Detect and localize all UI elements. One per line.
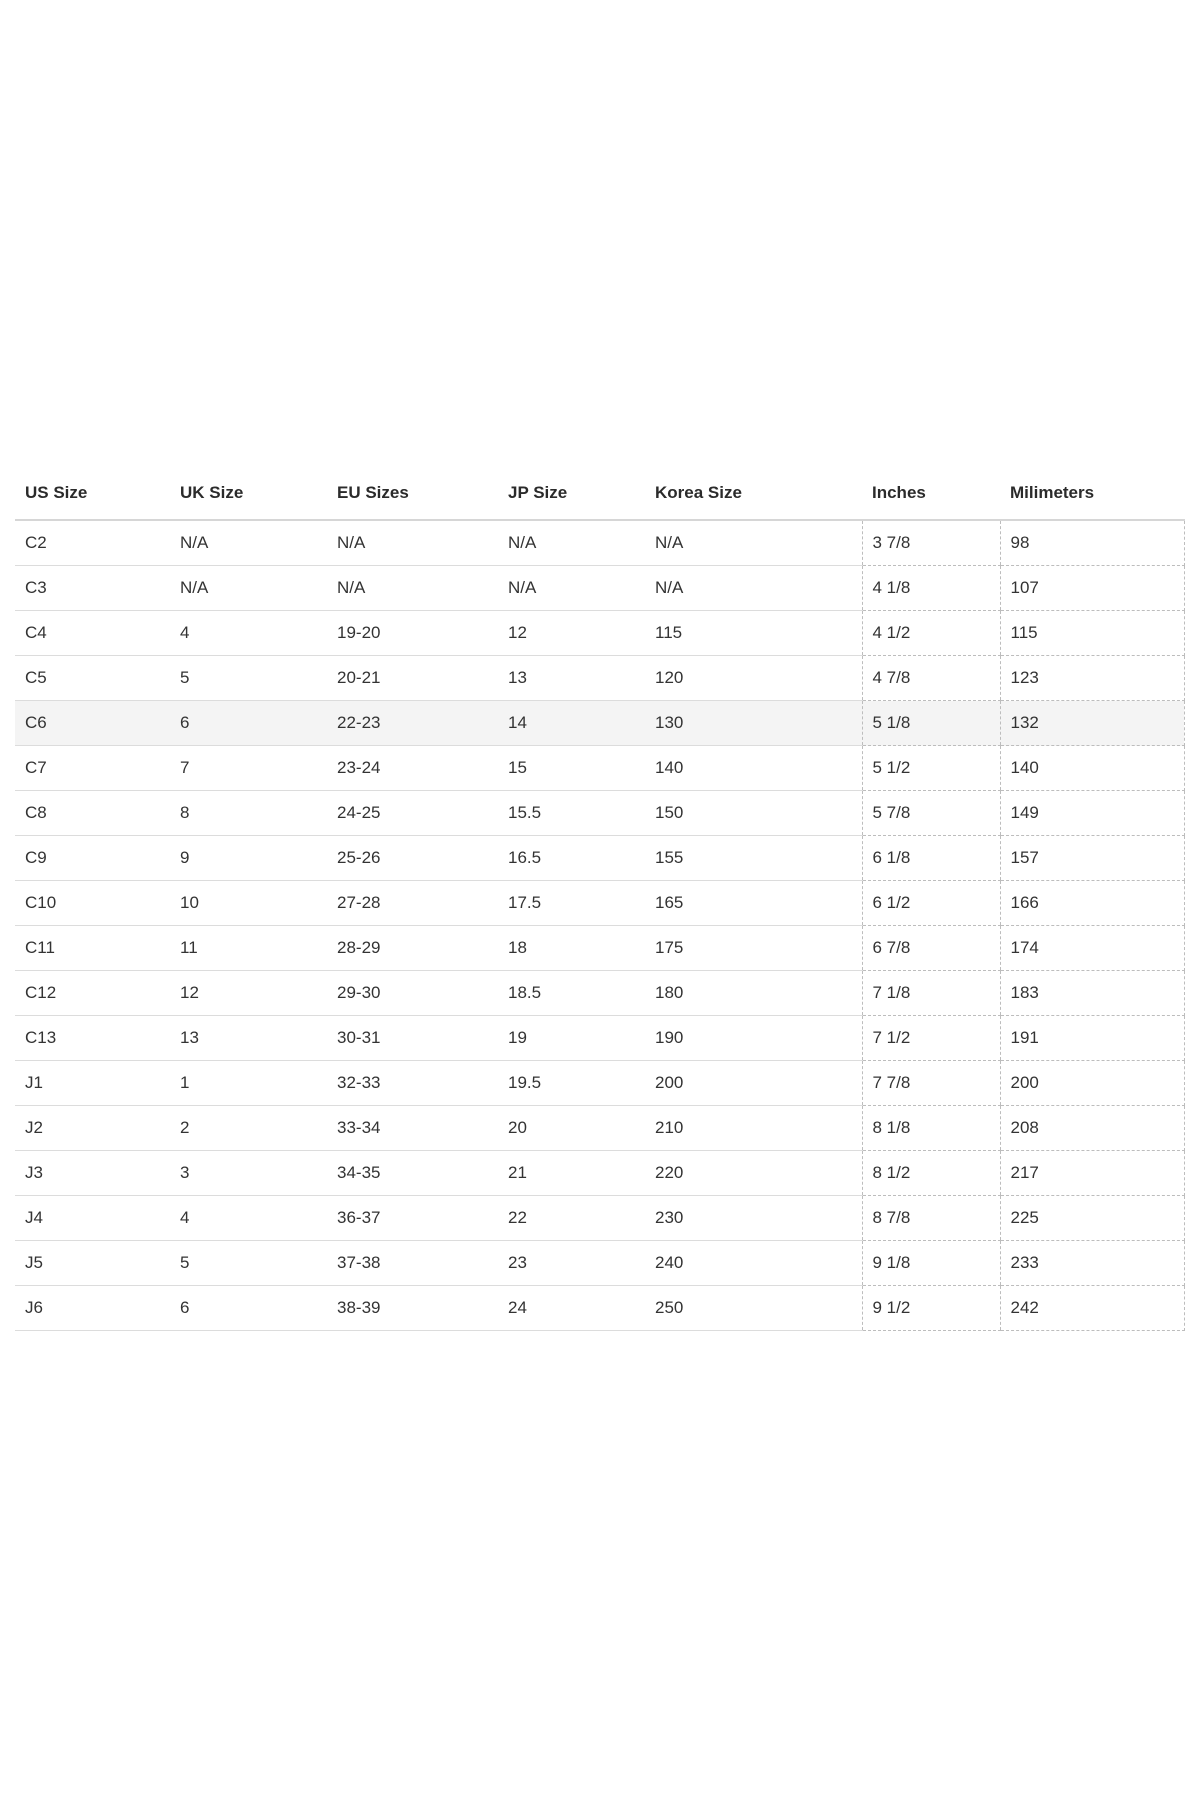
- inches-cell: 5 1/2: [862, 746, 1000, 791]
- milimeters-cell: 242: [1000, 1286, 1184, 1331]
- milimeters-cell: 132: [1000, 701, 1184, 746]
- korea-size-cell: 230: [645, 1196, 862, 1241]
- us-size-cell: J1: [15, 1061, 170, 1106]
- milimeters-cell: 166: [1000, 881, 1184, 926]
- korea-size-cell: 120: [645, 656, 862, 701]
- eu-sizes-cell: N/A: [327, 566, 498, 611]
- header-milimeters: Milimeters: [1000, 467, 1184, 520]
- milimeters-cell: 233: [1000, 1241, 1184, 1286]
- table-row: [15, 746, 1184, 791]
- us-size-cell: C13: [15, 1016, 170, 1061]
- eu-sizes-cell: 29-30: [327, 971, 498, 1016]
- us-size-cell: C5: [15, 656, 170, 701]
- inches-cell: 8 1/2: [862, 1151, 1000, 1196]
- jp-size-cell: 21: [498, 1151, 645, 1196]
- inches-cell: 5 1/8: [862, 701, 1000, 746]
- inches-cell: 6 7/8: [862, 926, 1000, 971]
- inches-cell: 4 7/8: [862, 656, 1000, 701]
- uk-size-cell: N/A: [170, 566, 327, 611]
- uk-size-cell: 6: [170, 701, 327, 746]
- us-size-cell: C2: [15, 520, 170, 566]
- eu-sizes-cell: 25-26: [327, 836, 498, 881]
- table-row: [15, 881, 1184, 926]
- milimeters-cell: 183: [1000, 971, 1184, 1016]
- eu-sizes-cell: 19-20: [327, 611, 498, 656]
- jp-size-cell: 23: [498, 1241, 645, 1286]
- size-chart-body: [15, 520, 1184, 1331]
- uk-size-cell: 1: [170, 1061, 327, 1106]
- milimeters-cell: 149: [1000, 791, 1184, 836]
- milimeters-cell: 107: [1000, 566, 1184, 611]
- table-row: [15, 971, 1184, 1016]
- korea-size-cell: 140: [645, 746, 862, 791]
- jp-size-cell: 24: [498, 1286, 645, 1331]
- inches-cell: 9 1/2: [862, 1286, 1000, 1331]
- uk-size-cell: 4: [170, 611, 327, 656]
- korea-size-cell: 115: [645, 611, 862, 656]
- table-row: [15, 1061, 1184, 1106]
- korea-size-cell: 155: [645, 836, 862, 881]
- uk-size-cell: 13: [170, 1016, 327, 1061]
- korea-size-cell: N/A: [645, 566, 862, 611]
- eu-sizes-cell: 38-39: [327, 1286, 498, 1331]
- korea-size-cell: 150: [645, 791, 862, 836]
- eu-sizes-cell: 36-37: [327, 1196, 498, 1241]
- eu-sizes-cell: 24-25: [327, 791, 498, 836]
- korea-size-cell: 210: [645, 1106, 862, 1151]
- uk-size-cell: 9: [170, 836, 327, 881]
- jp-size-cell: 15.5: [498, 791, 645, 836]
- us-size-cell: C4: [15, 611, 170, 656]
- eu-sizes-cell: 27-28: [327, 881, 498, 926]
- jp-size-cell: 20: [498, 1106, 645, 1151]
- table-row: [15, 1016, 1184, 1061]
- us-size-cell: C6: [15, 701, 170, 746]
- korea-size-cell: 220: [645, 1151, 862, 1196]
- us-size-cell: J3: [15, 1151, 170, 1196]
- jp-size-cell: 15: [498, 746, 645, 791]
- uk-size-cell: N/A: [170, 520, 327, 566]
- table-row: [15, 656, 1184, 701]
- milimeters-cell: 98: [1000, 520, 1184, 566]
- inches-cell: 7 7/8: [862, 1061, 1000, 1106]
- us-size-cell: J2: [15, 1106, 170, 1151]
- korea-size-cell: 250: [645, 1286, 862, 1331]
- us-size-cell: C12: [15, 971, 170, 1016]
- header-row: [15, 467, 1184, 520]
- uk-size-cell: 5: [170, 1241, 327, 1286]
- us-size-cell: C11: [15, 926, 170, 971]
- milimeters-cell: 191: [1000, 1016, 1184, 1061]
- uk-size-cell: 6: [170, 1286, 327, 1331]
- uk-size-cell: 8: [170, 791, 327, 836]
- korea-size-cell: 240: [645, 1241, 862, 1286]
- milimeters-cell: 225: [1000, 1196, 1184, 1241]
- header-jp-size: JP Size: [498, 467, 645, 520]
- jp-size-cell: N/A: [498, 520, 645, 566]
- uk-size-cell: 10: [170, 881, 327, 926]
- korea-size-cell: 175: [645, 926, 862, 971]
- table-row: [15, 1241, 1184, 1286]
- milimeters-cell: 140: [1000, 746, 1184, 791]
- uk-size-cell: 3: [170, 1151, 327, 1196]
- milimeters-cell: 115: [1000, 611, 1184, 656]
- table-row: [15, 701, 1184, 746]
- korea-size-cell: 130: [645, 701, 862, 746]
- table-row: [15, 611, 1184, 656]
- milimeters-cell: 200: [1000, 1061, 1184, 1106]
- uk-size-cell: 5: [170, 656, 327, 701]
- eu-sizes-cell: 30-31: [327, 1016, 498, 1061]
- table-row: [15, 1106, 1184, 1151]
- eu-sizes-cell: 34-35: [327, 1151, 498, 1196]
- uk-size-cell: 12: [170, 971, 327, 1016]
- us-size-cell: C10: [15, 881, 170, 926]
- inches-cell: 7 1/8: [862, 971, 1000, 1016]
- eu-sizes-cell: 37-38: [327, 1241, 498, 1286]
- jp-size-cell: 12: [498, 611, 645, 656]
- jp-size-cell: 19: [498, 1016, 645, 1061]
- korea-size-cell: 180: [645, 971, 862, 1016]
- jp-size-cell: 17.5: [498, 881, 645, 926]
- inches-cell: 5 7/8: [862, 791, 1000, 836]
- jp-size-cell: N/A: [498, 566, 645, 611]
- jp-size-cell: 13: [498, 656, 645, 701]
- size-chart-table: [15, 467, 1185, 1331]
- milimeters-cell: 157: [1000, 836, 1184, 881]
- uk-size-cell: 7: [170, 746, 327, 791]
- size-chart: [15, 467, 1184, 1331]
- table-row: [15, 791, 1184, 836]
- header-uk-size: UK Size: [170, 467, 327, 520]
- uk-size-cell: 2: [170, 1106, 327, 1151]
- jp-size-cell: 18: [498, 926, 645, 971]
- inches-cell: 9 1/8: [862, 1241, 1000, 1286]
- jp-size-cell: 18.5: [498, 971, 645, 1016]
- table-row: [15, 566, 1184, 611]
- us-size-cell: C9: [15, 836, 170, 881]
- inches-cell: 8 1/8: [862, 1106, 1000, 1151]
- milimeters-cell: 217: [1000, 1151, 1184, 1196]
- korea-size-cell: 200: [645, 1061, 862, 1106]
- table-row: [15, 836, 1184, 881]
- inches-cell: 6 1/8: [862, 836, 1000, 881]
- inches-cell: 4 1/8: [862, 566, 1000, 611]
- inches-cell: 8 7/8: [862, 1196, 1000, 1241]
- eu-sizes-cell: 22-23: [327, 701, 498, 746]
- header-eu-sizes: EU Sizes: [327, 467, 498, 520]
- eu-sizes-cell: 20-21: [327, 656, 498, 701]
- milimeters-cell: 208: [1000, 1106, 1184, 1151]
- jp-size-cell: 14: [498, 701, 645, 746]
- table-row: [15, 926, 1184, 971]
- table-row: [15, 1151, 1184, 1196]
- jp-size-cell: 22: [498, 1196, 645, 1241]
- us-size-cell: J4: [15, 1196, 170, 1241]
- jp-size-cell: 19.5: [498, 1061, 645, 1106]
- korea-size-cell: N/A: [645, 520, 862, 566]
- uk-size-cell: 4: [170, 1196, 327, 1241]
- size-chart-header: [15, 467, 1184, 520]
- korea-size-cell: 190: [645, 1016, 862, 1061]
- table-row: [15, 520, 1184, 566]
- header-us-size: US Size: [15, 467, 170, 520]
- us-size-cell: J5: [15, 1241, 170, 1286]
- eu-sizes-cell: 28-29: [327, 926, 498, 971]
- table-row: [15, 1196, 1184, 1241]
- korea-size-cell: 165: [645, 881, 862, 926]
- eu-sizes-cell: 23-24: [327, 746, 498, 791]
- eu-sizes-cell: N/A: [327, 520, 498, 566]
- jp-size-cell: 16.5: [498, 836, 645, 881]
- inches-cell: 7 1/2: [862, 1016, 1000, 1061]
- uk-size-cell: 11: [170, 926, 327, 971]
- us-size-cell: C8: [15, 791, 170, 836]
- milimeters-cell: 174: [1000, 926, 1184, 971]
- inches-cell: 4 1/2: [862, 611, 1000, 656]
- table-row: [15, 1286, 1184, 1331]
- us-size-cell: J6: [15, 1286, 170, 1331]
- inches-cell: 3 7/8: [862, 520, 1000, 566]
- eu-sizes-cell: 33-34: [327, 1106, 498, 1151]
- header-korea-size: Korea Size: [645, 467, 862, 520]
- eu-sizes-cell: 32-33: [327, 1061, 498, 1106]
- inches-cell: 6 1/2: [862, 881, 1000, 926]
- milimeters-cell: 123: [1000, 656, 1184, 701]
- header-inches: Inches: [862, 467, 1000, 520]
- us-size-cell: C7: [15, 746, 170, 791]
- us-size-cell: C3: [15, 566, 170, 611]
